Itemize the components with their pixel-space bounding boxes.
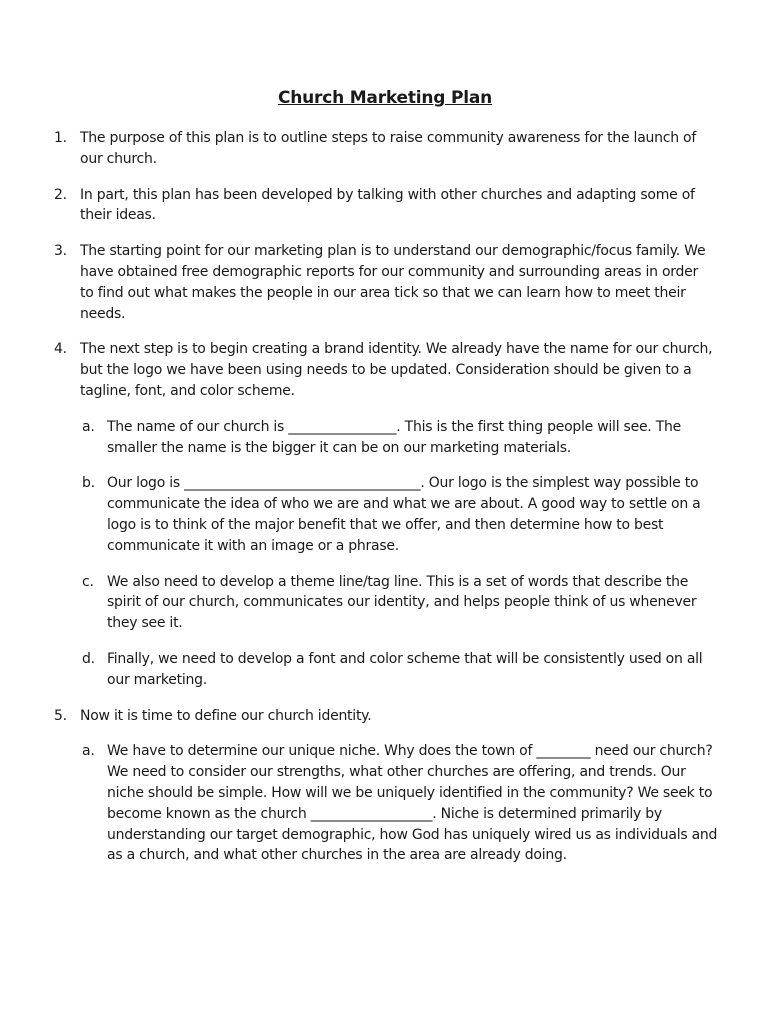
sub-item-letter: b. [82,475,95,492]
list-number: 5. [54,707,67,724]
list-item-5 [0,706,770,727]
list-item-2 [0,185,770,227]
sub-item-letter: c. [82,573,94,590]
list-item-text: Now it is time to define our church identity. [80,707,372,724]
sub-item-4d [0,649,770,691]
sub-item-text: The name of our church is ________________. This is the first thing people will see. The smaller the name is the bigger it can be on our marketing materials. [107,418,681,456]
list-item-text: The purpose of this plan is to outline steps to raise community awareness for the launch of our church. [80,130,697,167]
list-item-text: In part, this plan has been developed by talking with other churches and adapting some of their ideas. [80,186,695,224]
list-item-3 [0,241,770,324]
sub-item-letter: a. [82,418,95,435]
sub-item-letter: a. [82,743,95,760]
list-item-text: The starting point for our marketing plan is to understand our demographic/focus family. We have obtained free demographic reports for our community and surrounding areas in order to find out what makes the people in our area tick so that we can learn how to meet their needs. [80,243,706,322]
sub-item-letter: d. [82,650,95,667]
sub-item-4b [0,473,770,556]
sub-item-4c [0,572,770,634]
sub-item-5a [0,741,770,866]
list-number: 3. [54,243,67,260]
list-number: 1. [54,130,67,146]
sub-item-text: We also need to develop a theme line/tag line. This is a set of words that describe the spirit of our church, communicates our identity, and helps people think of us whenever they see it. [107,573,697,632]
list-number: 2. [54,186,67,203]
list-item-1 [0,128,770,170]
list-item-4 [0,339,770,401]
list-item-text: The next step is to begin creating a brand identity. We already have the name for our church, but the logo we have been using needs to be updated. Consideration should be given to a tagline, font, and color scheme. [80,341,713,399]
sub-item-text: Finally, we need to develop a font and color scheme that will be consistently used on all our marketing. [107,650,703,688]
sub-item-text: We have to determine our unique niche. Why does the town of ________ need our church? We need to consider our strengths, what other churches are offering, and trends. Our niche should be simple. How will we be uniquely identified in the community? We seek to become known as the church __________________. Niche is determined primarily by understanding our target demographic, how God has uniquely wired us as individuals and as a church, and what other churches in the area are already doing. [107,743,718,864]
sub-item-4a [0,417,770,459]
numbered-list [0,128,770,881]
document-title: Church Marketing Plan [277,88,493,108]
list-number: 4. [54,341,67,358]
sub-item-text: Our logo is ___________________________________. Our logo is the simplest way possible to communicate the idea of who we are and what we are about. A good way to settle on a logo is to think of the major benefit that we offer, and then determine how to best communicate it with an image or a phrase. [107,475,701,554]
